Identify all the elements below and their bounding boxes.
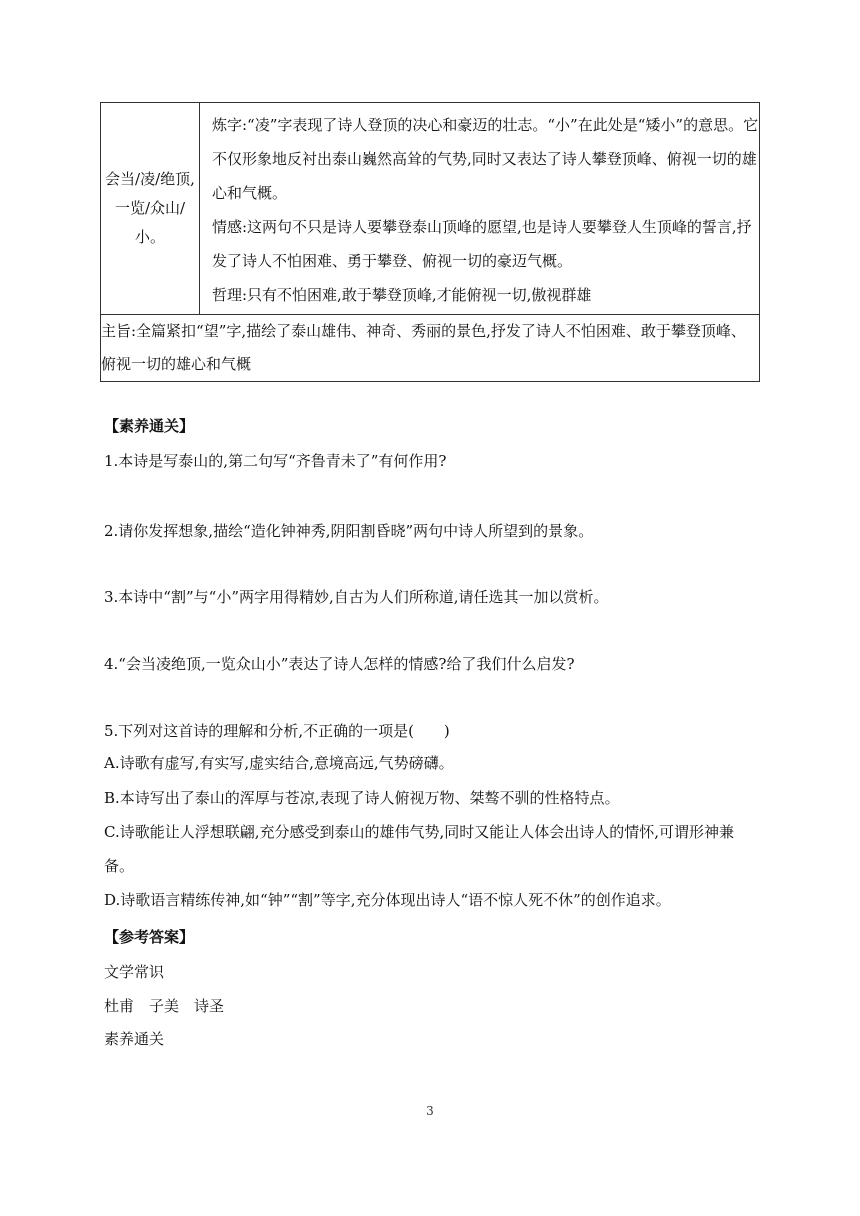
question-5: 5.下列对这首诗的理解和分析,不正确的一项是( )	[104, 722, 450, 740]
analysis-cell	[200, 103, 760, 315]
question-2: 2.请你发挥想象,描绘“造化钟神秀,阴阳割昏晓”两句中诗人所望到的景象。	[104, 522, 594, 540]
question-1: 1.本诗是写泰山的,第二句写“齐鲁青未了”有何作用?	[104, 452, 447, 470]
question-4: 4.“会当凌绝顶,一览众山小”表达了诗人怎样的情感?给了我们什么启发?	[104, 655, 575, 673]
poem-line-part: 一览/众山/小。	[114, 199, 186, 246]
poem-line-cell	[101, 103, 200, 315]
answers-subheading-literature: 文学常识	[104, 963, 165, 981]
option-c: C.诗歌能让人浮想联翩,充分感受到泰山的雄伟气势,同时又能让人体会出诗人的情怀,可谓形神兼备。	[104, 823, 735, 875]
option-b: B.本诗写出了泰山的浑厚与苍凉,表现了诗人俯视万物、桀骜不驯的性格特点。	[104, 789, 620, 807]
page-number: 3	[426, 1104, 434, 1118]
table-row	[101, 315, 760, 382]
answers-heading: 【参考答案】	[104, 928, 195, 946]
poem-line-part: 会当/凌/绝顶,	[105, 170, 195, 188]
poem-analysis-table	[100, 102, 760, 382]
analysis-philosophy: 哲理:只有不怕困难,敢于攀登顶峰,才能俯视一切,傲视群雄	[212, 286, 592, 304]
question-3: 3.本诗中“割”与“小”两字用得精妙,自古为人们所称道,请任选其一加以赏析。	[104, 588, 609, 606]
table-row	[101, 103, 760, 315]
theme-cell	[101, 315, 760, 382]
practice-heading: 【素养通关】	[104, 417, 195, 435]
option-a: A.诗歌有虚写,有实写,虚实结合,意境高远,气势磅礴。	[104, 754, 454, 772]
theme-text: 主旨:全篇紧扣“望”字,描绘了泰山雄伟、神奇、秀丽的景色,抒发了诗人不怕困难、敢于攀登顶峰、俯视一切的雄心和气概	[101, 322, 746, 373]
answers-line-author: 杜甫 子美 诗圣	[104, 997, 225, 1015]
option-d: D.诗歌语言精练传神,如“钟”“割”等字,充分体现出诗人“语不惊人死不休”的创作追求。	[104, 891, 671, 909]
analysis-wording: 炼字:“凌”字表现了诗人登顶的决心和豪迈的壮志。“小”在此处是“矮小”的意思。它不仅形象地反衬出泰山巍然高耸的气势,同时又表达了诗人攀登顶峰、俯视一切的雄心和气概。	[212, 116, 759, 202]
answers-subheading-practice: 素养通关	[104, 1030, 165, 1048]
analysis-emotion: 情感:这两句不只是诗人要攀登泰山顶峰的愿望,也是诗人要攀登人生顶峰的誓言,抒发了诗人不怕困难、勇于攀登、俯视一切的豪迈气概。	[212, 218, 752, 270]
